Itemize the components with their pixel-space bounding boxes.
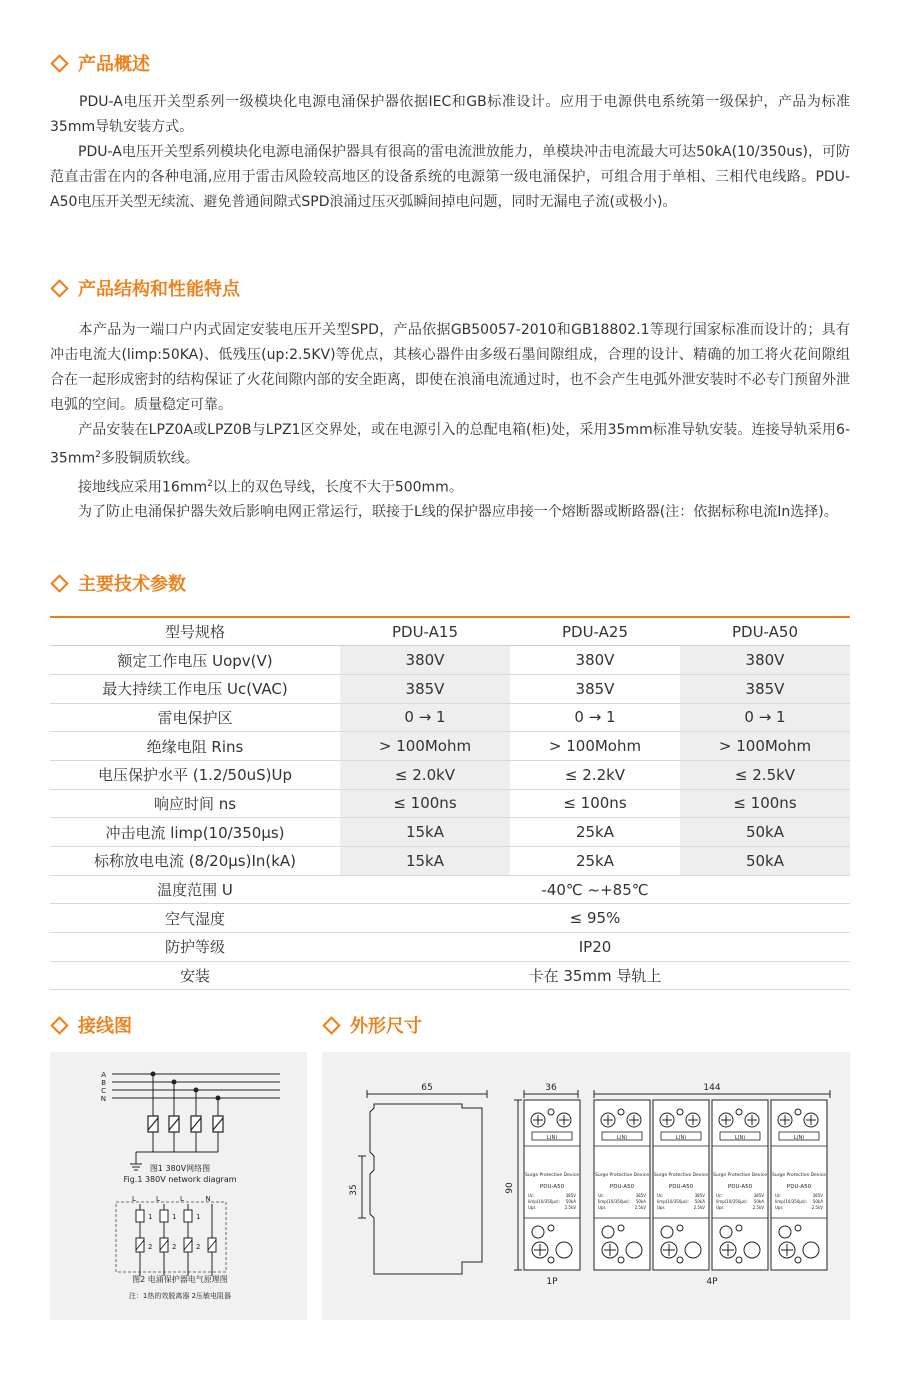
dim-1p-width: 36 — [545, 1083, 557, 1093]
module-ups-value: 2.5kV — [811, 1205, 823, 1210]
fig2-num: 1 — [196, 1213, 201, 1221]
module-uc-label: Uc: — [716, 1193, 723, 1198]
table-cell: 冲击电流 limp(10/350μs) — [105, 823, 285, 842]
table-header-cell: PDU-A25 — [561, 622, 628, 641]
overview-section-title — [50, 50, 150, 76]
table-row — [50, 875, 850, 904]
overview-body — [50, 90, 850, 215]
structure-paragraph-2 — [50, 418, 850, 472]
table-cell: 标称放电电流 (8/20μs)In(kA) — [93, 852, 297, 871]
table-cell: ≤ 2.2kV — [564, 765, 626, 784]
module-imp-label: Iimp(10/350μs): — [657, 1199, 689, 1204]
module-brand: Surge Protective Device — [654, 1173, 708, 1178]
structure-paragraph-1: 本产品为一端口户内式固定安装电压开关型SPD，产品依据GB50057-2010和GB18802.1等现行国家标准而设计的；具有冲击电流大(limp:50KA)、低残压(up:2.5KV)等优点，其核心器件由多级石墨间隙组成，合理的设计、精确的加工将火花间隙组合在一起形成密封的结构保证了火花间隙内部的安全距离，即使在浪涌电流通过时，也不会产生电弧外泄安装时不必专门预留外泄电弧的空间。质量稳定可靠。 — [50, 322, 850, 413]
module-imp-value: 50kA — [812, 1199, 823, 1204]
table-cell: 电压保护水平 (1.2/50uS)Up — [98, 766, 292, 785]
wiring-diagram — [50, 1052, 307, 1320]
module-ups-value: 2.5kV — [693, 1205, 705, 1210]
table-cell: 385V — [680, 674, 850, 703]
dimension-drawing — [322, 1052, 850, 1320]
diamond-icon — [50, 54, 68, 72]
module-uc-value: 385V — [635, 1193, 646, 1198]
table-row — [50, 933, 850, 962]
dimension-panel — [322, 1052, 850, 1320]
table-cell: 15kA — [340, 847, 510, 876]
fig2-caption-cn: 图2 电涌保护器电气原理图 — [132, 1275, 228, 1284]
table-row — [50, 703, 850, 732]
table-cell: 最大持续工作电压 Uc(VAC) — [102, 680, 288, 699]
table-cell: ≤ 95% — [569, 909, 621, 928]
fig2-note: 注：1热的效脱离器 2压敏电阻器 — [128, 1292, 232, 1300]
table-cell: 响应时间 ns — [153, 794, 237, 813]
module-ln: L(N) — [616, 1135, 628, 1141]
table-row — [50, 847, 850, 876]
module-model: PDU-A50 — [609, 1184, 635, 1190]
table-cell: 385V — [575, 679, 615, 698]
table-header-cell: PDU-A15 — [391, 622, 458, 641]
table-row — [50, 646, 850, 675]
table-cell: ≤ 2.0kV — [340, 760, 510, 789]
line-label: B — [101, 1079, 106, 1087]
module-uc-value: 385V — [753, 1193, 764, 1198]
table-cell: 卡在 35mm 导轨上 — [528, 967, 662, 986]
module-ln: L(N) — [546, 1135, 558, 1141]
table-cell: 50kA — [680, 847, 850, 876]
dim-4p-width: 144 — [703, 1083, 721, 1093]
module-model: PDU-A50 — [727, 1184, 753, 1190]
structure-p2-text: 产品安装在LPZ0A或LPZ0B与LPZ1区交界处，或在电源引入的总配电箱(柜)处，采用35mm标准导轨安装。连接导轨采用6-35mm — [50, 422, 850, 467]
diamond-icon — [322, 1016, 340, 1034]
module-4p-2 — [653, 1100, 709, 1270]
diamond-icon — [50, 279, 68, 297]
dimension-section-title — [322, 1012, 422, 1038]
table-cell: IP20 — [578, 937, 612, 956]
fig2-num: 1 — [148, 1213, 153, 1221]
side-profile — [358, 1090, 487, 1274]
module-brand: Surge Protective Device — [525, 1173, 579, 1178]
table-row — [50, 818, 850, 847]
table-header-cell: 型号规格 — [164, 623, 225, 642]
table-cell: 安装 — [179, 967, 210, 986]
table-cell: 15kA — [340, 818, 510, 847]
overview-title-text: 产品概述 — [78, 54, 150, 75]
module-brand: Surge Protective Device — [595, 1173, 649, 1178]
module-ups-label: Ups — [598, 1205, 606, 1210]
table-cell: 380V — [680, 646, 850, 675]
table-row — [50, 760, 850, 789]
table-cell: 380V — [575, 651, 615, 670]
fig2-num: 2 — [148, 1243, 153, 1251]
structure-title-text: 产品结构和性能特点 — [78, 279, 240, 300]
table-cell: 温度范围 U — [157, 881, 233, 900]
module-ups-value: 2.5kV — [564, 1205, 576, 1210]
module-imp-value: 50kA — [694, 1199, 705, 1204]
module-ups-label: Ups — [528, 1205, 536, 1210]
table-header-cell: PDU-A50 — [731, 622, 798, 641]
table-cell: 385V — [340, 674, 510, 703]
diamond-icon — [50, 574, 68, 592]
table-cell: > 100Mohm — [340, 732, 510, 761]
table-row — [50, 961, 850, 990]
table-cell: 0 → 1 — [680, 703, 850, 732]
fig2-terminal-label: L — [156, 1195, 160, 1203]
line-label: N — [100, 1095, 106, 1103]
module-imp-value: 50kA — [753, 1199, 764, 1204]
module-uc-value: 385V — [565, 1193, 576, 1198]
module-ups-value: 2.5kV — [634, 1205, 646, 1210]
table-row — [50, 789, 850, 818]
label-1p: 1P — [546, 1277, 558, 1287]
module-4p-1 — [594, 1100, 650, 1270]
wiring-section-title — [50, 1012, 132, 1038]
table-cell: > 100Mohm — [548, 737, 642, 756]
module-1p — [524, 1100, 580, 1270]
spec-table — [50, 616, 850, 990]
module-model: PDU-A50 — [668, 1184, 694, 1190]
module-4p-3 — [712, 1100, 768, 1270]
table-cell: > 100Mohm — [680, 732, 850, 761]
module-model: PDU-A50 — [786, 1184, 812, 1190]
fig1-caption-cn: 图1 380V网络图 — [149, 1164, 211, 1173]
module-ln: L(N) — [734, 1135, 746, 1141]
table-cell: ≤ 2.5kV — [680, 760, 850, 789]
table-cell: 雷电保护区 — [157, 708, 233, 727]
params-section-title — [50, 570, 186, 596]
table-cell: 空气湿度 — [164, 909, 225, 928]
table-cell: 25kA — [575, 823, 615, 842]
structure-paragraph-4: 为了防止电涌保护器失效后影响电网正常运行，联接于L线的保护器应串接一个熔断器或断路器(注：依据标称电流In选择)。 — [50, 504, 838, 521]
module-uc-label: Uc: — [657, 1193, 664, 1198]
table-cell: ≤ 100ns — [340, 789, 510, 818]
fig2-terminal-label: L — [180, 1195, 184, 1203]
dim-height: 90 — [505, 1182, 515, 1194]
fig2-num: 2 — [172, 1243, 177, 1251]
overview-paragraph-2: PDU-A电压开关型系列模块化电源电涌保护器具有很高的雷电流泄放能力，单模块冲击电流最大可达50kA(10/350us)，可防范直击雷在内的各种电涌,应用于雷击风险较高地区的设备系统的电源第一级电涌保护，可组合用于单相、三相代电线路。PDU-A50电压开关型无续流、避免普通间隙式SPD浪涌过压灭弧瞬间掉电问题，同时无漏电子流(或极小)。 — [50, 144, 850, 210]
module-imp-label: Iimp(10/350μs): — [775, 1199, 807, 1204]
diamond-icon — [50, 1016, 68, 1034]
module-brand: Surge Protective Device — [713, 1173, 767, 1178]
table-cell: 25kA — [575, 851, 615, 870]
module-model: PDU-A50 — [539, 1184, 565, 1190]
superscript: 2 — [95, 450, 101, 460]
module-imp-value: 50kA — [565, 1199, 576, 1204]
fig2-num: 1 — [172, 1213, 177, 1221]
module-imp-label: Iimp(10/350μs): — [598, 1199, 630, 1204]
label-4p: 4P — [706, 1277, 718, 1287]
table-header-row — [50, 617, 850, 646]
table-cell: ≤ 100ns — [563, 794, 627, 813]
line-label: C — [101, 1087, 106, 1095]
module-imp-label: Iimp(10/350μs): — [716, 1199, 748, 1204]
table-cell: ≤ 100ns — [680, 789, 850, 818]
superscript: 2 — [207, 478, 213, 489]
structure-p2-tail: 多股铜质软线。 — [100, 450, 199, 467]
fig2-boundary — [116, 1202, 226, 1272]
module-uc-value: 385V — [812, 1193, 823, 1198]
table-cell: 额定工作电压 Uopv(V) — [117, 651, 273, 670]
table-row — [50, 674, 850, 703]
dim-rail: 35 — [349, 1184, 359, 1196]
module-uc-label: Uc: — [598, 1193, 605, 1198]
table-cell: 0 → 1 — [340, 703, 510, 732]
table-row — [50, 732, 850, 761]
table-cell: 0 → 1 — [574, 708, 616, 727]
table-cell: -40℃ ~+85℃ — [541, 880, 649, 899]
table-row — [50, 904, 850, 933]
module-uc-label: Uc: — [528, 1193, 535, 1198]
spd-symbol-group — [148, 1116, 223, 1132]
table-cell: 50kA — [680, 818, 850, 847]
module-ups-value: 2.5kV — [752, 1205, 764, 1210]
fig2-terminal-label: L — [132, 1195, 136, 1203]
structure-section-title — [50, 275, 240, 301]
module-ln: L(N) — [793, 1135, 805, 1141]
module-uc-value: 385V — [694, 1193, 705, 1198]
module-imp-label: Iimp(10/350μs): — [528, 1199, 560, 1204]
wiring-title-text: 接线图 — [78, 1016, 132, 1037]
dim-side-width: 65 — [421, 1083, 433, 1093]
module-ups-label: Ups — [775, 1205, 783, 1210]
module-ups-label: Ups — [716, 1205, 724, 1210]
fig2-terminal-label: N — [205, 1195, 211, 1203]
structure-body — [50, 318, 850, 525]
module-4p-4 — [771, 1100, 827, 1270]
table-cell: 绝缘电阻 Rins — [146, 737, 244, 756]
module-imp-value: 50kA — [635, 1199, 646, 1204]
module-uc-label: Uc: — [775, 1193, 782, 1198]
line-label: A — [101, 1071, 106, 1079]
module-brand: Surge Protective Device — [772, 1173, 826, 1178]
structure-p3-text: 接地线应采用16mm — [50, 479, 208, 496]
fig2-num: 2 — [196, 1243, 201, 1251]
params-title-text: 主要技术参数 — [78, 574, 186, 595]
table-cell: 防护等级 — [164, 938, 225, 957]
module-ups-label: Ups — [657, 1205, 665, 1210]
dimension-title-text: 外形尺寸 — [350, 1016, 422, 1037]
fig1-caption-en: Fig.1 380V network diagram — [123, 1175, 237, 1184]
table-cell: 380V — [340, 646, 510, 675]
module-ln: L(N) — [675, 1135, 687, 1141]
wiring-panel — [50, 1052, 307, 1320]
structure-paragraph-3 — [50, 472, 850, 501]
structure-p3-tail: 以上的双色导线，长度不大于500mm。 — [212, 479, 463, 496]
overview-paragraph-1: PDU-A电压开关型系列一级模块化电源电涌保护器依据IEC和GB标准设计。应用于电源供电系统第一级保护，产品为标准35mm导轨安装方式。 — [50, 94, 850, 135]
